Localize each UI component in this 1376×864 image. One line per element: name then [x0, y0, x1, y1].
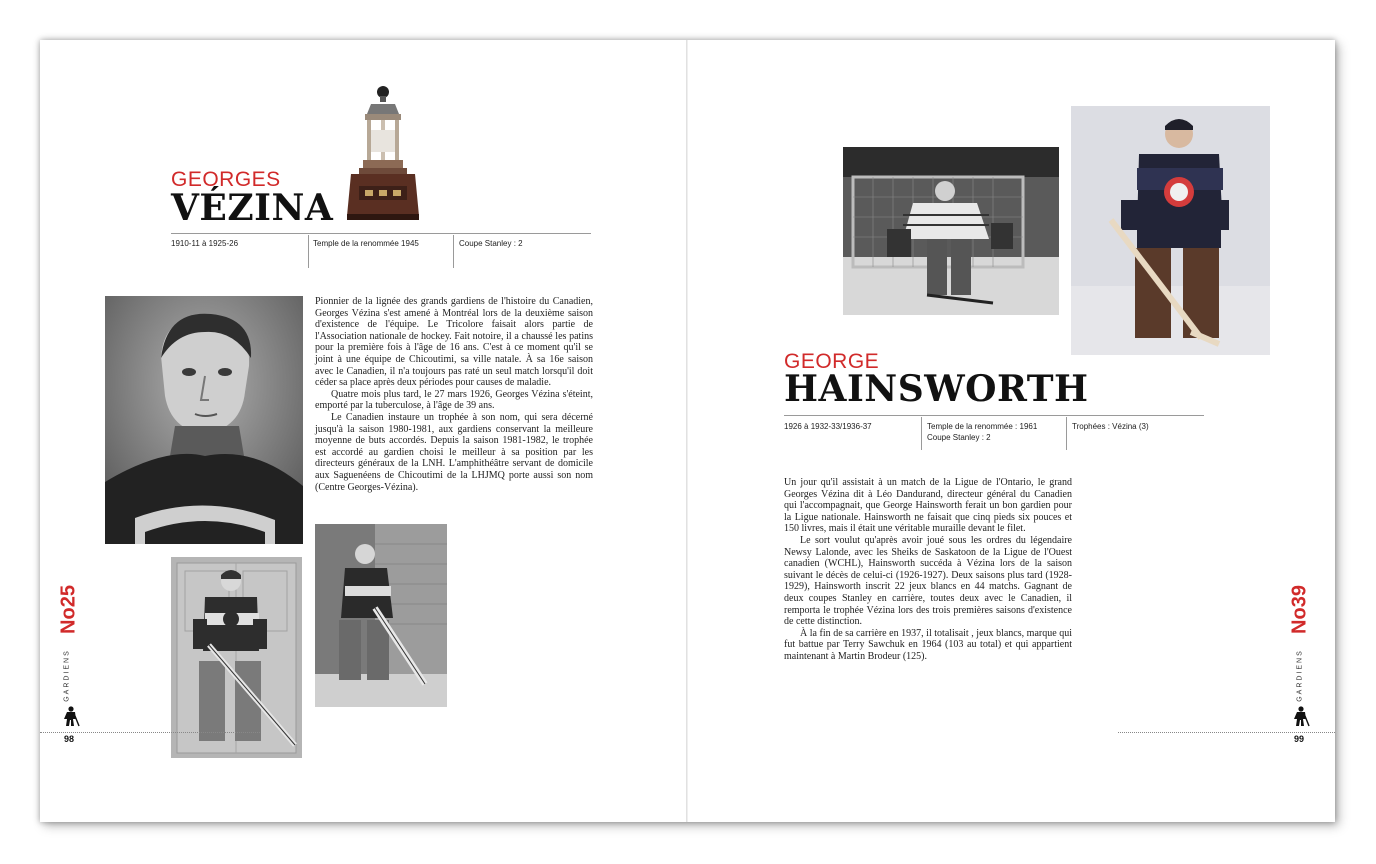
right-paragraph-2: Le sort voulut qu'après avoir joué sous les ordres du légendaire Newsy Lalonde, avec les Sheiks de Saskatoon de la Ligue de l'Ouest canadien (WCHL), Hainsworth succéda à Vézina lors de la saison suivant le décès de celui-ci (1926-1927). Deux saisons plus tard (1928-1929), Hainsworth inscrit 22 jeux blancs en 44 matchs. Gagnant de deux coupes Stanley en carrière, toutes deux avec le Canadien, il remporta le trophée Vézina lors des trois premières saisons d'existence de cette distinction. [784, 534, 1072, 628]
page-number-rule [1118, 732, 1335, 733]
vezina-action-photo [315, 524, 447, 707]
left-body-text [315, 296, 593, 493]
right-paragraph-3: À la fin de sa carrière en 1937, il totalisait , jeux blancs, marque qui fut battue par Terry Sawchuk en 1964 (103 au total) et qui appartient maintenant à Martin Brodeur (125). [784, 627, 1072, 662]
vezina-portrait-photo [105, 296, 303, 544]
first-name: GEORGES [171, 168, 281, 191]
right-paragraph-1: Un jour qu'il assistait à un match de la Ligue de l'Ontario, le grand Georges Vézina dit à Léo Dandurand, directeur général du Canadien qui l'accompagnait, que George Hainsworth ferait un bon gardien pour la Ligue nationale. Hainsworth ne faisait que cinq pieds six pouces et 150 livres, mais il était une véritable muraille devant le filet. [784, 477, 1072, 535]
page-number: 99 [1294, 734, 1305, 744]
hainsworth-crease-photo [843, 147, 1059, 315]
last-name: VÉZINA [171, 187, 334, 229]
right-body-text [784, 477, 1072, 663]
left-paragraph-2: Quatre mois plus tard, le 27 mars 1926, Georges Vézina s'éteint, emporté par la tuberculose, à l'âge de 39 ans. [315, 388, 593, 412]
vezina-trophy-image [345, 82, 421, 222]
meta-years: 1926 à 1932-33/1936-37 [784, 422, 872, 431]
meta-divider [921, 417, 922, 450]
meta-rule [171, 233, 591, 234]
meta-years: 1910-11 à 1925-26 [171, 239, 239, 248]
meta-divider [308, 235, 309, 268]
section-label: GARDIENS [63, 649, 71, 702]
hainsworth-portrait-photo [1071, 106, 1270, 355]
right-page [688, 40, 1335, 822]
section-label: GARDIENS [1296, 649, 1304, 702]
meta-rule [784, 415, 1204, 416]
meta-trophies: Trophées : Vézina (3) [1072, 422, 1149, 431]
meta-divider [1066, 417, 1067, 450]
player-number-marker: No39 [1288, 585, 1311, 634]
book-spread [40, 40, 1335, 822]
player-number-marker: No25 [57, 585, 80, 634]
meta-hall-of-fame: Temple de la renommée 1945 [313, 239, 419, 248]
vezina-standing-photo [171, 557, 302, 758]
goalie-icon [62, 706, 80, 728]
left-page [40, 40, 687, 822]
page-number: 98 [64, 734, 75, 744]
page-number-rule [40, 732, 260, 733]
meta-hall-of-fame: Temple de la renommée : 1961 [927, 422, 1038, 431]
last-name: HAINSWORTH [784, 368, 1089, 410]
left-paragraph-1: Pionnier de la lignée des grands gardiens de l'histoire du Canadien, Georges Vézina s'est amené à Montréal lors de la deuxième saison d'existence de l'équipe. Le Tricolore faisait alors partie de l'Association nationale de hockey. Fait notoire, il a chaussé les patins pour la première fois à l'âge de 16 ans. C'est à ce moment qu'il se joint à une équipe de Chicoutimi, sa ville natale. À sa 16e saison avec le Canadien, il n'a toujours pas raté un seul match lorsqu'il doit céder sa place après deux périodes pour causes de maladie. [315, 296, 593, 389]
meta-stanley-cup: Coupe Stanley : 2 [459, 239, 523, 248]
meta-divider [453, 235, 454, 268]
first-name: GEORGE [784, 350, 880, 373]
goalie-icon [1292, 706, 1310, 728]
left-paragraph-3: Le Canadien instaure un trophée à son nom, qui sera décerné jusqu'à la saison 1980-1981, aux gardiens conservant la meilleure moyenne de buts accordés. Depuis la saison 1981-1982, le trophée est accordé au gardien choisi le meilleur à sa position par les directeurs généraux de la LNH. L'amphithéâtre servant de domicile aux Saguenéens de Chicoutimi de la LHJMQ porte aussi son nom (Centre Georges-Vézina). [315, 411, 593, 493]
meta-stanley-cup: Coupe Stanley : 2 [927, 433, 991, 442]
